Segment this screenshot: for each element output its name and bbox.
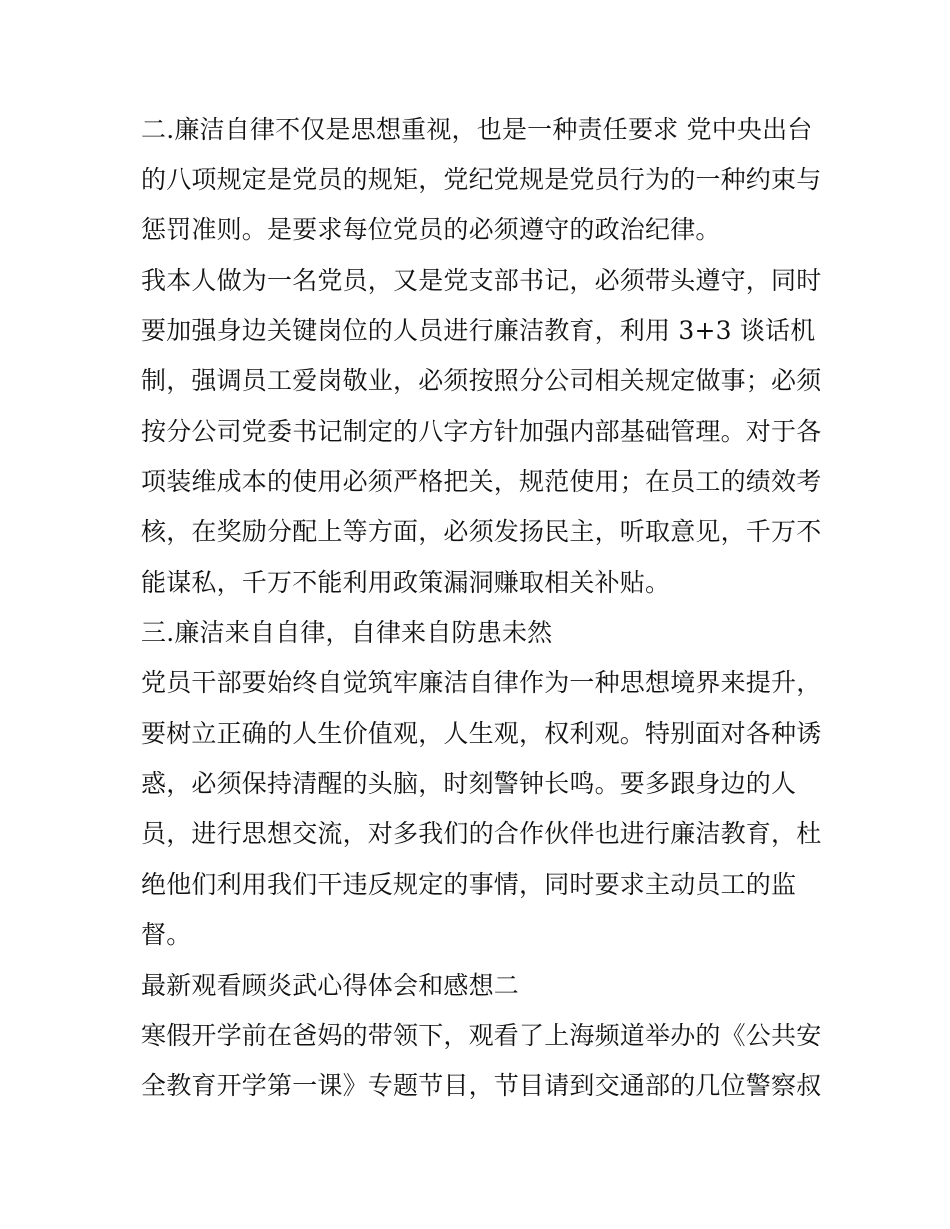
text-line: 全教育开学第一课》专题节目，节目请到交通部的几位警察叔 (141, 1071, 822, 1100)
text-line: 要加强身边关键岗位的人员进行廉洁教育，利用 3+3 谈话机 (141, 316, 816, 345)
text-line: 二.廉洁自律不仅是思想重视，也是一种责任要求 党中央出台 (141, 115, 813, 144)
text-line: 我本人做为一名党员，又是党支部书记，必须带头遵守，同时 (141, 266, 822, 295)
text-line: 党员干部要始终自觉筑牢廉洁自律作为一种思想境界来提升， (141, 668, 822, 697)
text-line: 惩罚准则。是要求每位党员的必须遵守的政治纪律。 (141, 215, 721, 244)
text-line: 要树立正确的人生价值观，人生观，权利观。特别面对各种诱 (141, 719, 822, 748)
text-line: 寒假开学前在爸妈的带领下，观看了上海频道举办的《公共安 (141, 1021, 822, 1050)
text-line: 项装维成本的使用必须严格把关，规范使用；在员工的绩效考 (141, 467, 822, 496)
text-line: 核，在奖励分配上等方面，必须发扬民主，听取意见，千万不 (141, 517, 822, 546)
article-title: 最新观看顾炎武心得体会和感想二 (141, 971, 520, 1000)
text-line: 按分公司党委书记制定的八字方针加强内部基础管理。对于各 (141, 417, 822, 446)
text-line: 制，强调员工爱岗敬业，必须按照分公司相关规定做事；必须 (141, 366, 822, 395)
text-line: 绝他们利用我们干违反规定的事情，同时要求主动员工的监 (141, 870, 797, 899)
text-line: 的八项规定是党员的规矩，党纪党规是党员行为的一种约束与 (141, 165, 822, 194)
text-line: 能谋私，千万不能利用政策漏洞赚取相关补贴。 (141, 568, 671, 597)
text-line: 员，进行思想交流，对多我们的合作伙伴也进行廉洁教育，杜 (141, 819, 822, 848)
text-line: 惑，必须保持清醒的头脑，时刻警钟长鸣。要多跟身边的人 (141, 769, 797, 798)
section-heading: 三.廉洁来自自律，自律来自防患未然 (141, 618, 553, 647)
text-line: 督。 (141, 920, 192, 949)
